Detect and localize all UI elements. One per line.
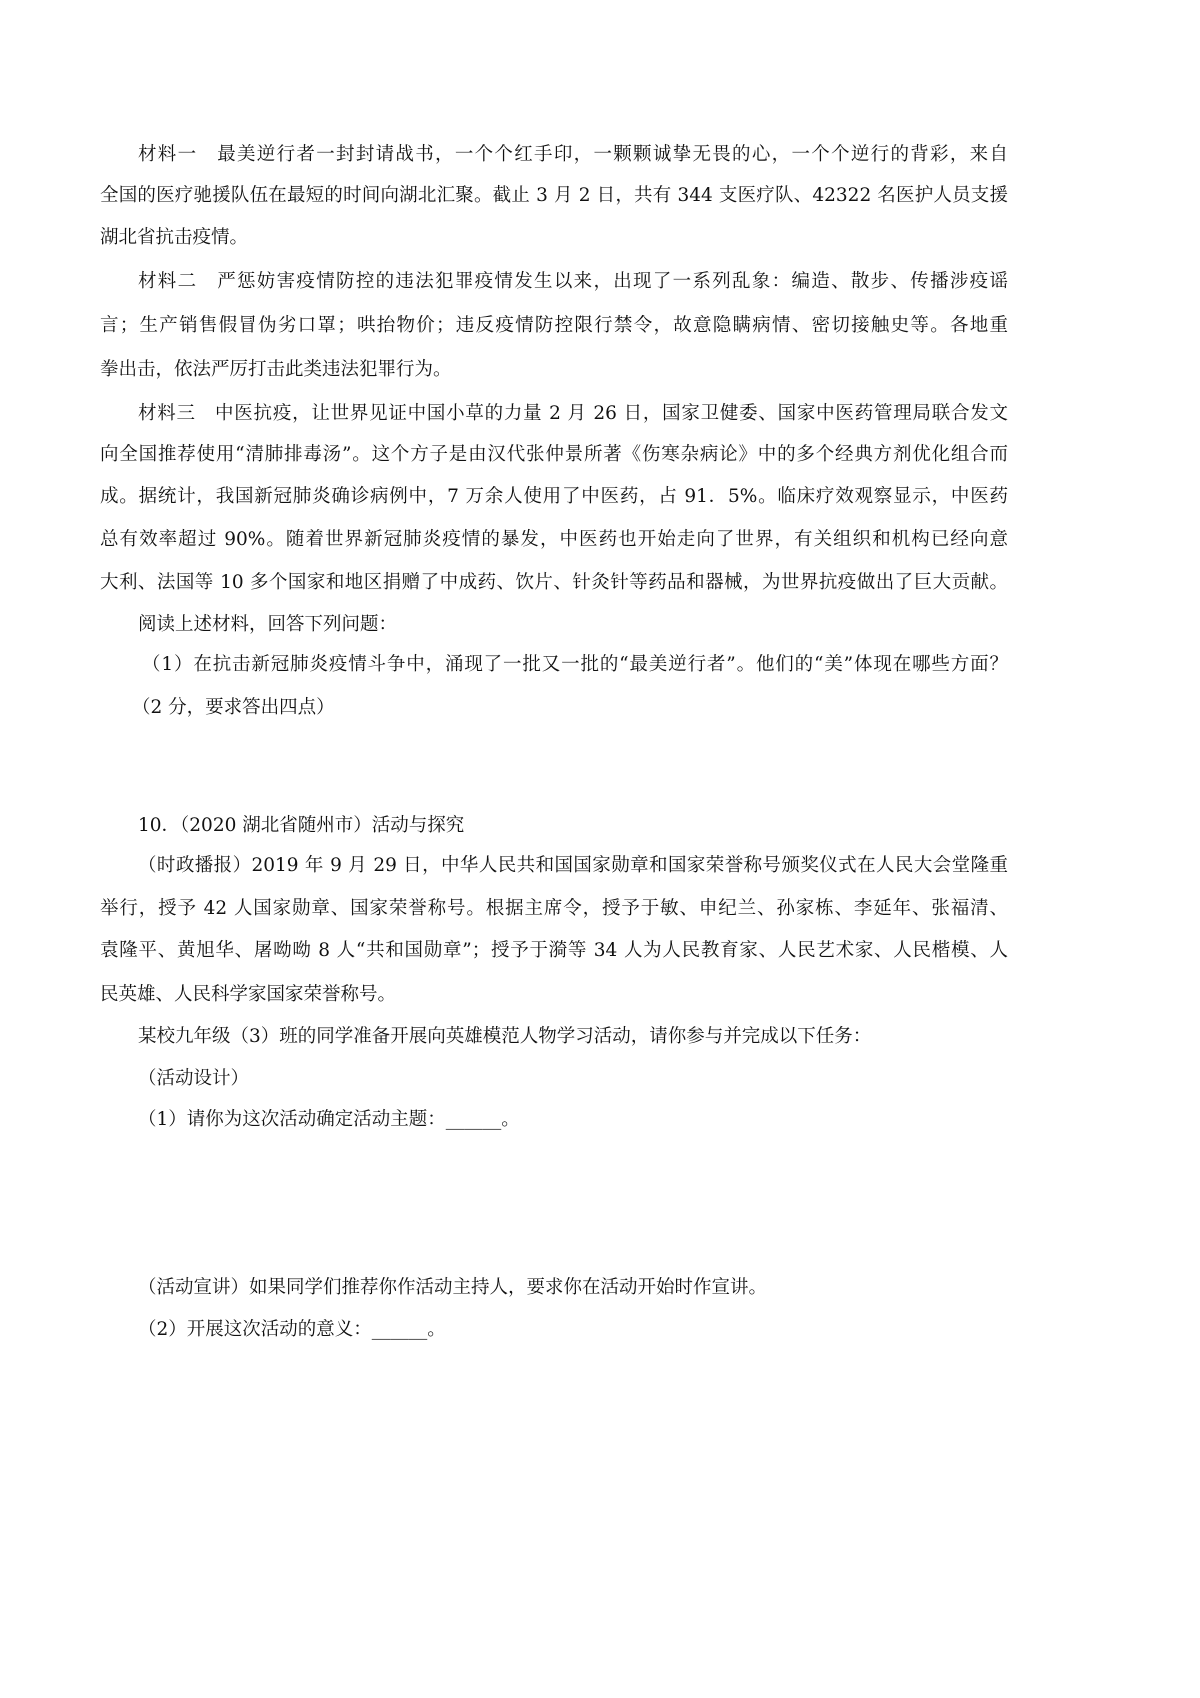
- material-3-line: 材料三 中医抗疫，让世界见证中国小草的力量 2 月 26 日，国家卫健委、国家中医药管理局联合发文: [138, 403, 1008, 424]
- question-10-title: 10．（2020 湖北省随州市）活动与探究: [138, 815, 465, 836]
- instruction: 阅读上述材料，回答下列问题：: [138, 614, 398, 635]
- question-10-1: （1）请你为这次活动确定活动主题：______。: [138, 1109, 520, 1130]
- question-10-2: （2）开展这次活动的意义：______。: [138, 1319, 446, 1340]
- material-1-line: 湖北省抗击疫情。: [100, 227, 249, 248]
- material-1-line: 全国的医疗驰援队伍在最短的时间向湖北汇聚。截止 3 月 2 日，共有 344 支医疗队、42322 名医护人员支援: [100, 185, 1008, 206]
- question-9-1-points: （2 分，要求答出四点）: [132, 697, 335, 718]
- news-line: 袁隆平、黄旭华、屠呦呦 8 人“共和国勋章”；授予于漪等 34 人为人民教育家、人民艺术家、人民楷模、人: [100, 940, 1008, 961]
- material-2-line: 言；生产销售假冒伪劣口罩；哄抬物价；违反疫情防控限行禁令，故意隐瞒病情、密切接触史等。各地重: [100, 315, 1008, 336]
- news-line: 民英雄、人民科学家国家荣誉称号。: [100, 984, 397, 1005]
- material-1-line: 材料一 最美逆行者一封封请战书，一个个红手印，一颗颗诚挚无畏的心，一个个逆行的背彩，来自: [138, 144, 1008, 165]
- question-9-1: （1）在抗击新冠肺炎疫情斗争中，涌现了一批又一批的“最美逆行者”。他们的“美”体现在哪些方面？: [142, 654, 1008, 675]
- news-line: 举行，授予 42 人国家勋章、国家荣誉称号。根据主席令，授予于敏、申纪兰、孙家栋、李延年、张福清、: [100, 898, 1008, 919]
- activity-speech: （活动宣讲）如果同学们推荐你作活动主持人，要求你在活动开始时作宣讲。: [138, 1277, 768, 1298]
- material-3-line: 向全国推荐使用“清肺排毒汤”。这个方子是由汉代张仲景所著《伤寒杂病论》中的多个经典方剂优化组合而: [100, 444, 1008, 465]
- activity-design-label: （活动设计）: [138, 1068, 250, 1089]
- material-2-line: 拳出击，依法严厉打击此类违法犯罪行为。: [100, 359, 452, 380]
- material-3-line: 成。据统计，我国新冠肺炎确诊病例中，7 万余人使用了中医药，占 91．5%。临床疗效观察显示，中医药: [100, 486, 1008, 507]
- task-intro: 某校九年级（3）班的同学准备开展向英雄模范人物学习活动，请你参与并完成以下任务：: [138, 1026, 872, 1047]
- news-line: （时政播报）2019 年 9 月 29 日，中华人民共和国国家勋章和国家荣誉称号颁奖仪式在人民大会堂隆重: [138, 855, 1008, 876]
- material-3-line: 大利、法国等 10 多个国家和地区捐赠了中成药、饮片、针灸针等药品和器械，为世界抗疫做出了巨大贡献。: [100, 572, 1008, 593]
- material-2-line: 材料二 严惩妨害疫情防控的违法犯罪疫情发生以来，出现了一系列乱象：编造、散步、传播涉疫谣: [138, 271, 1008, 292]
- material-3-line: 总有效率超过 90%。随着世界新冠肺炎疫情的暴发，中医药也开始走向了世界，有关组织和机构已经向意: [100, 529, 1008, 550]
